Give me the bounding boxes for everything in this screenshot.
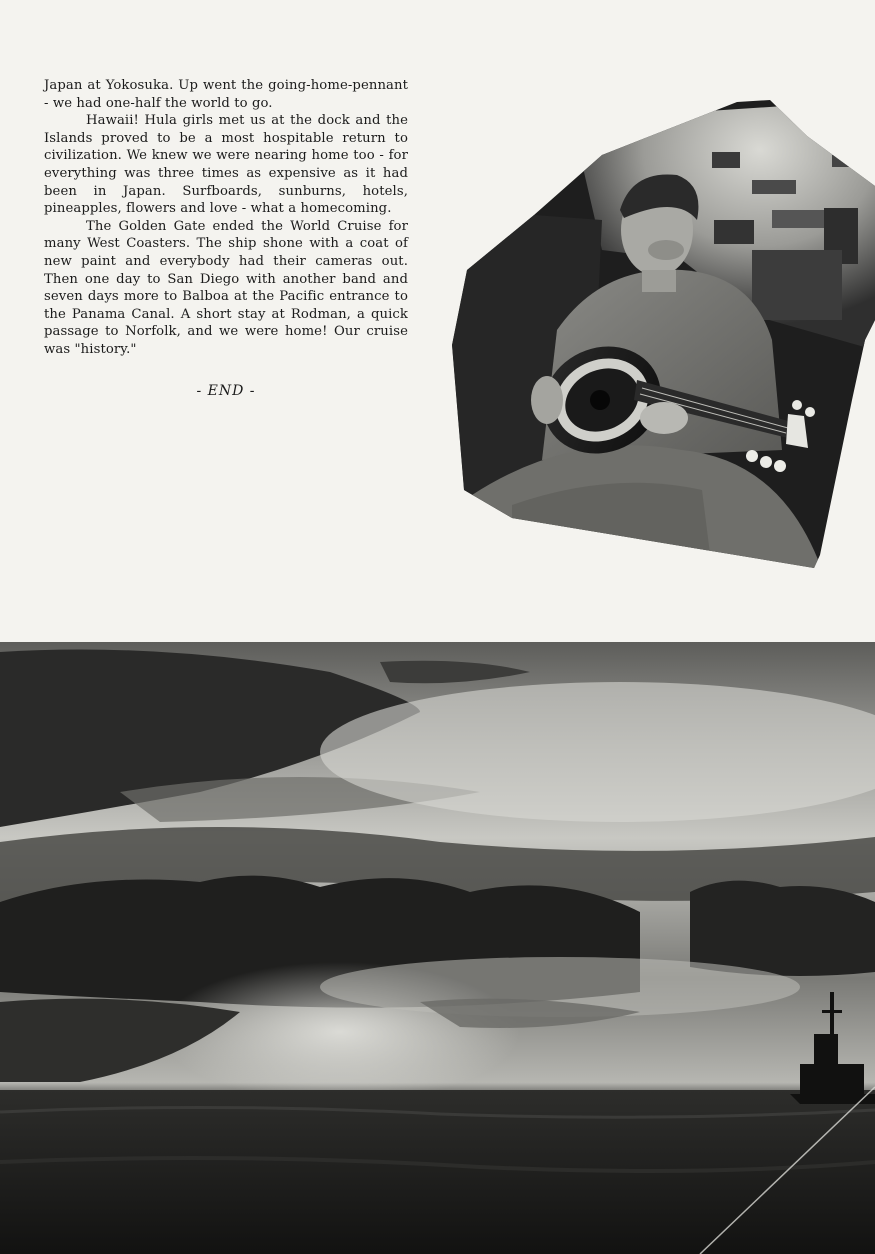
narrative-paragraph: The Golden Gate ended the World Cruise for many West Coasters. The ship shone with a coat of new paint and everybody had their cameras out. Then one day to San Diego with another band and seven days more to Balboa at the Pacific entrance to the Panama Canal. A short stay at Rodman, a quick passage to Norfolk, and we were home! Our cruise was "history." xyxy=(44,218,408,357)
cruise-narrative xyxy=(44,77,408,359)
end-mark: - END - xyxy=(196,383,256,399)
sunset-at-sea-photo xyxy=(0,642,875,1254)
guitar-player-photo xyxy=(452,100,875,570)
narrative-paragraph: Japan at Yokosuka. Up went the going-home-pennant - we had one-half the world to go. xyxy=(44,78,408,111)
narrative-paragraph: Hawaii! Hula girls met us at the dock and the Islands proved to be a most hospitable return to civilization. We knew we were nearing home too - for everything was three times as expensive as it had been in Japan. Surfboards, sunburns, hotels, pineapples, flowers and love - what a homecoming. xyxy=(44,113,408,217)
